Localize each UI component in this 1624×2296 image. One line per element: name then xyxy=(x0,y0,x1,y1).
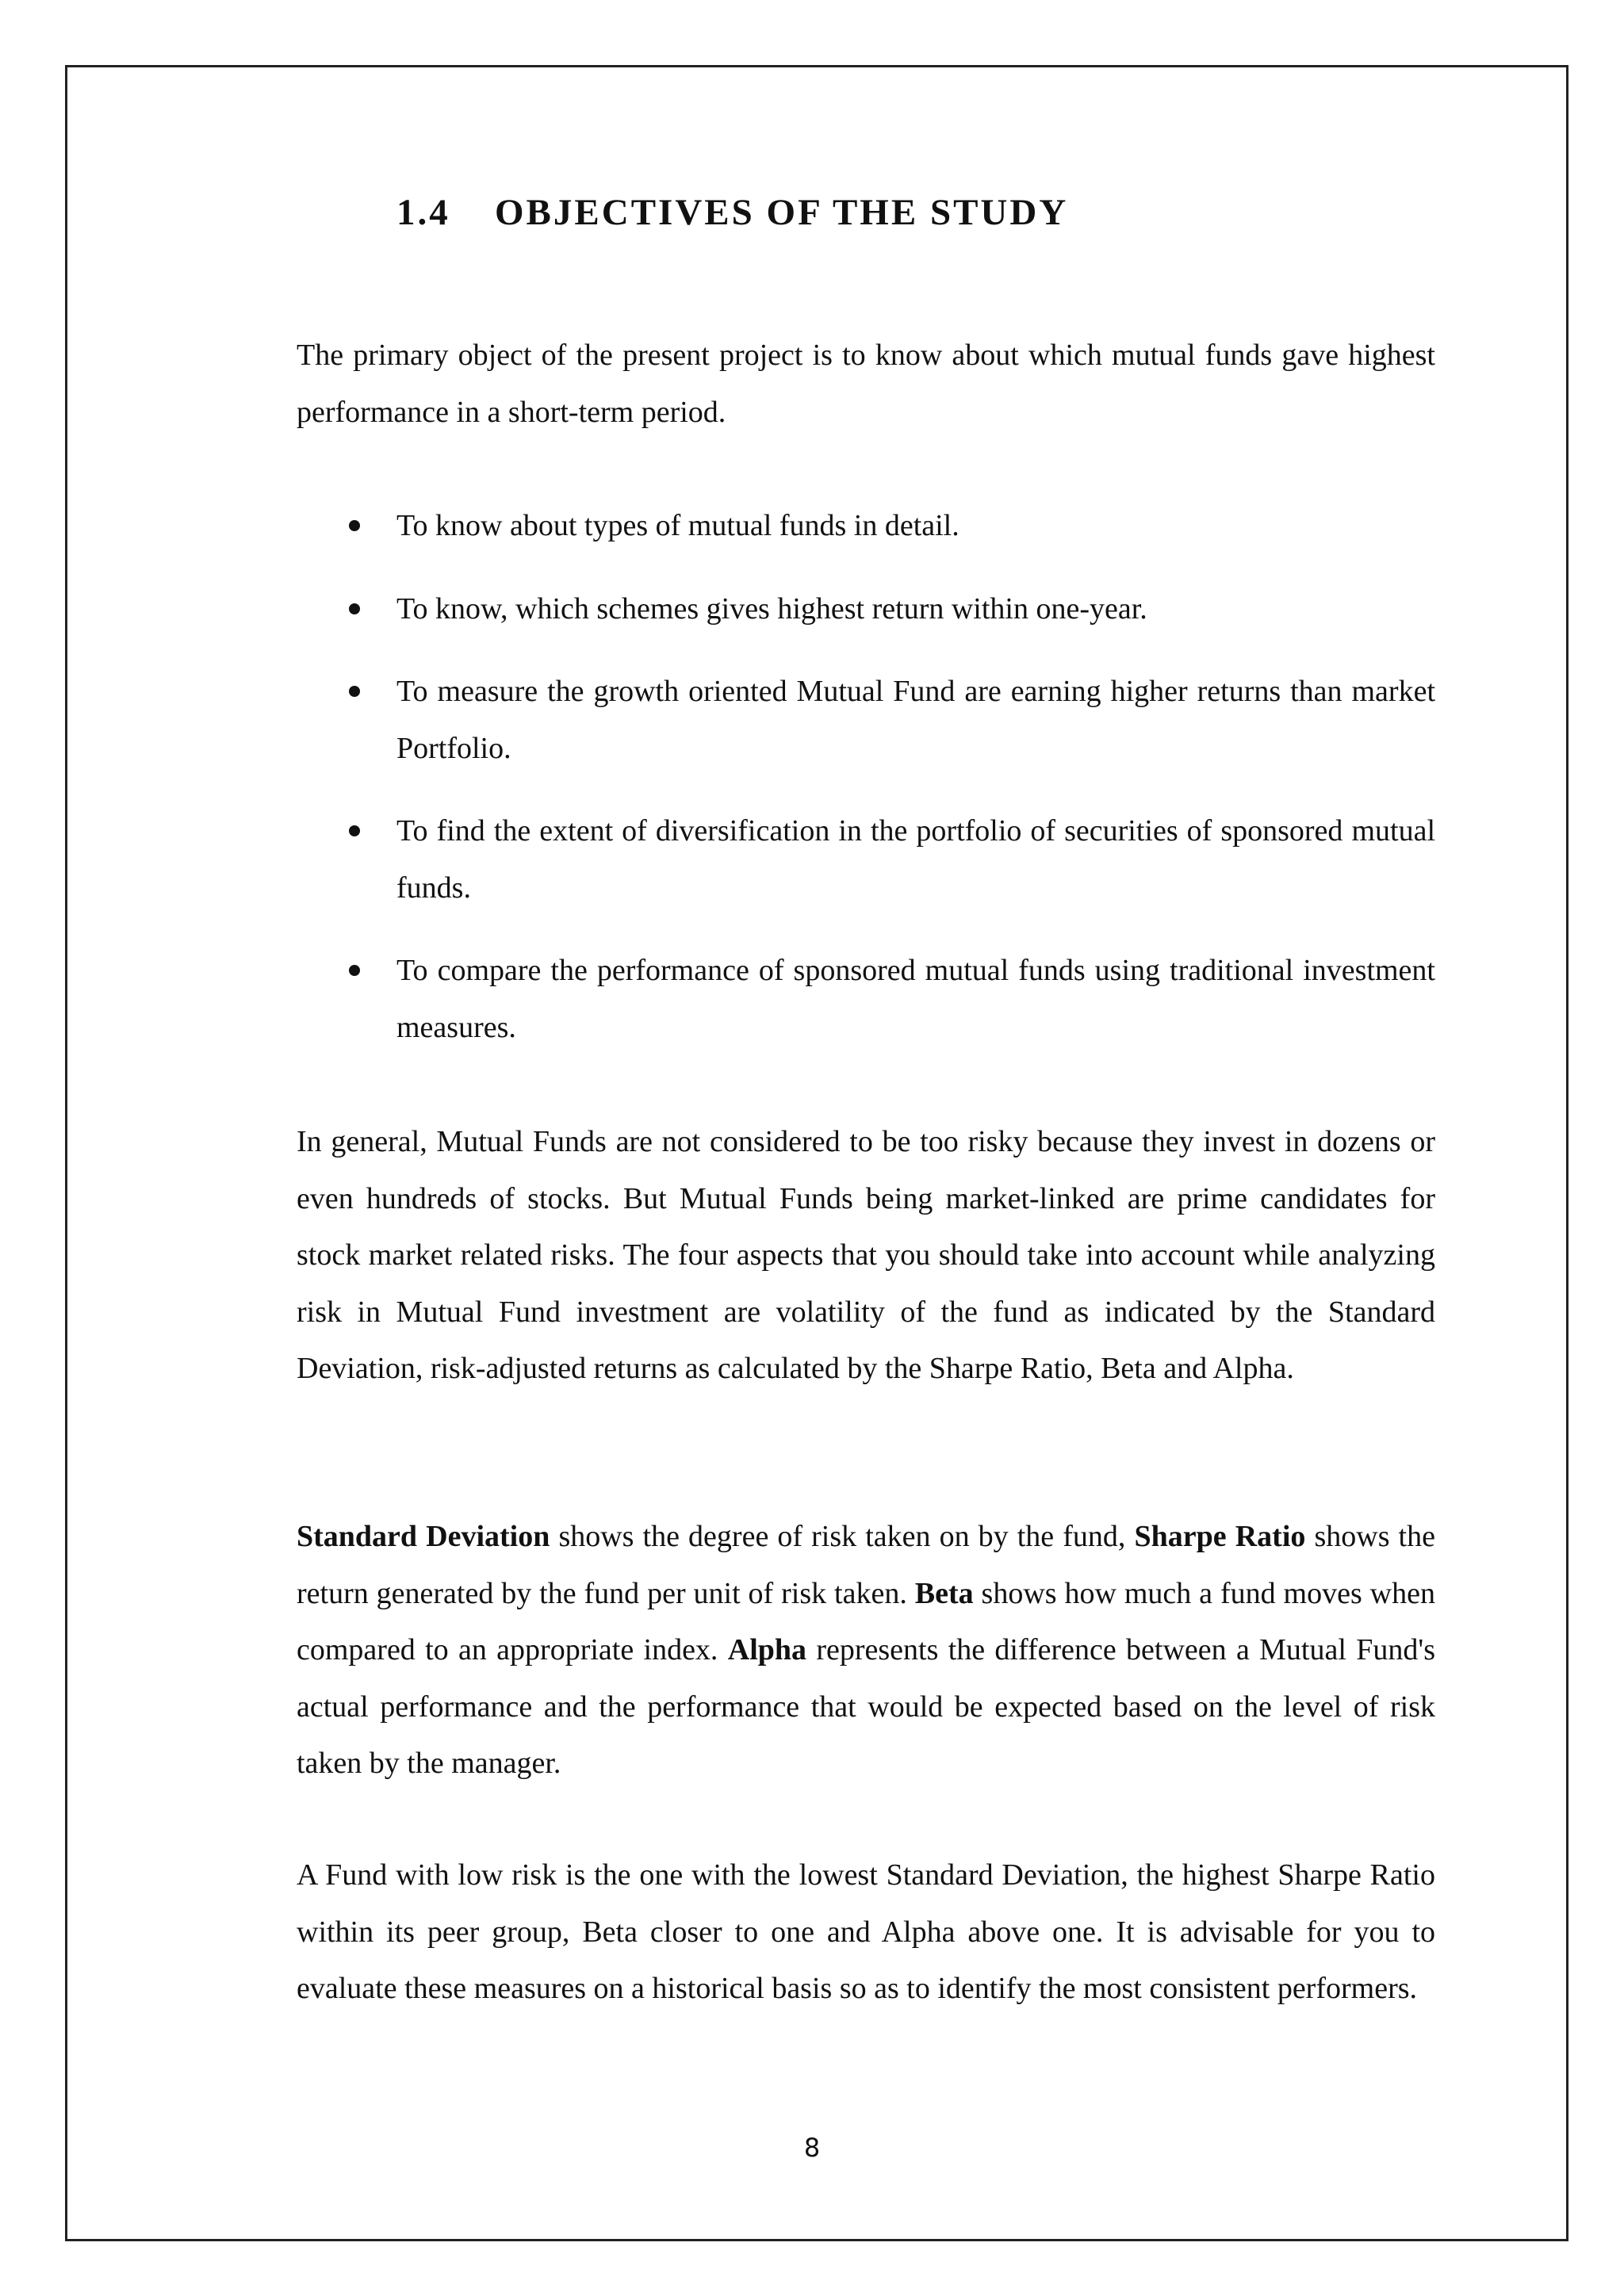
low-risk-paragraph: A Fund with low risk is the one with the lowest Standard Deviation, the highest Sharpe Ratio within its peer group, Beta closer to one and Alpha above one. It is advisable for you to evaluate these measures on a historical basis so as to identify the most consistent performers. xyxy=(297,1858,1435,2005)
section-number: 1.4 xyxy=(396,192,450,233)
bullet-icon xyxy=(349,686,360,697)
list-item xyxy=(297,581,1435,638)
bullet-icon xyxy=(349,825,360,836)
bullet-icon xyxy=(349,965,360,976)
list-item xyxy=(297,498,1435,555)
list-item xyxy=(297,803,1435,916)
bullet-icon xyxy=(349,603,360,614)
measures-text: represents the difference between a Mutual Fund's actual performance and the performance that would be expected based on the level of risk taken by the manager. xyxy=(297,1633,1435,1780)
measures-text: shows the degree of risk taken on by the fund, xyxy=(550,1520,1135,1553)
list-item-text: To measure the growth oriented Mutual Fund are earning higher returns than market Portfolio. xyxy=(396,675,1435,765)
bullet-icon xyxy=(349,520,360,531)
list-item-text: To know about types of mutual funds in detail. xyxy=(396,509,959,542)
objectives-list xyxy=(297,498,1435,1082)
list-item xyxy=(297,664,1435,777)
measures-text: shows the return generated by the fund per unit of risk taken. xyxy=(297,1520,1435,1610)
intro-paragraph: The primary object of the present project is to know about which mutual funds gave highest performance in a short-term period. xyxy=(297,339,1435,429)
list-item-text: To find the extent of diversification in the portfolio of securities of sponsored mutual funds. xyxy=(396,814,1435,905)
list-item-text: To know, which schemes gives highest return within one-year. xyxy=(396,591,1147,626)
measures-text: shows how much a fund moves when compared to an appropriate index. xyxy=(297,1576,1435,1667)
term-standard-deviation: Standard Deviation xyxy=(297,1520,550,1553)
list-item xyxy=(297,943,1435,1056)
term-beta: Beta xyxy=(914,1576,974,1610)
term-sharpe-ratio: Sharpe Ratio xyxy=(1134,1520,1306,1553)
section-title: OBJECTIVES OF THE STUDY xyxy=(495,192,1069,233)
list-item-text: To compare the performance of sponsored mutual funds using traditional investment measures. xyxy=(396,954,1435,1044)
risk-paragraph: In general, Mutual Funds are not considered to be too risky because they invest in dozens or even hundreds of stocks. But Mutual Funds being market-linked are prime candidates for stock market related risks. The four aspects that you should take into account while analyzing risk in Mutual Fund investment are volatility of the fund as indicated by the Standard Deviation, risk-adjusted returns as calculated by the Sharpe Ratio, Beta and Alpha. xyxy=(297,1125,1435,1385)
page-number: 8 xyxy=(803,2133,821,2163)
measures-paragraph xyxy=(297,1509,1435,1793)
section-heading xyxy=(396,189,1068,236)
term-alpha: Alpha xyxy=(727,1633,807,1667)
